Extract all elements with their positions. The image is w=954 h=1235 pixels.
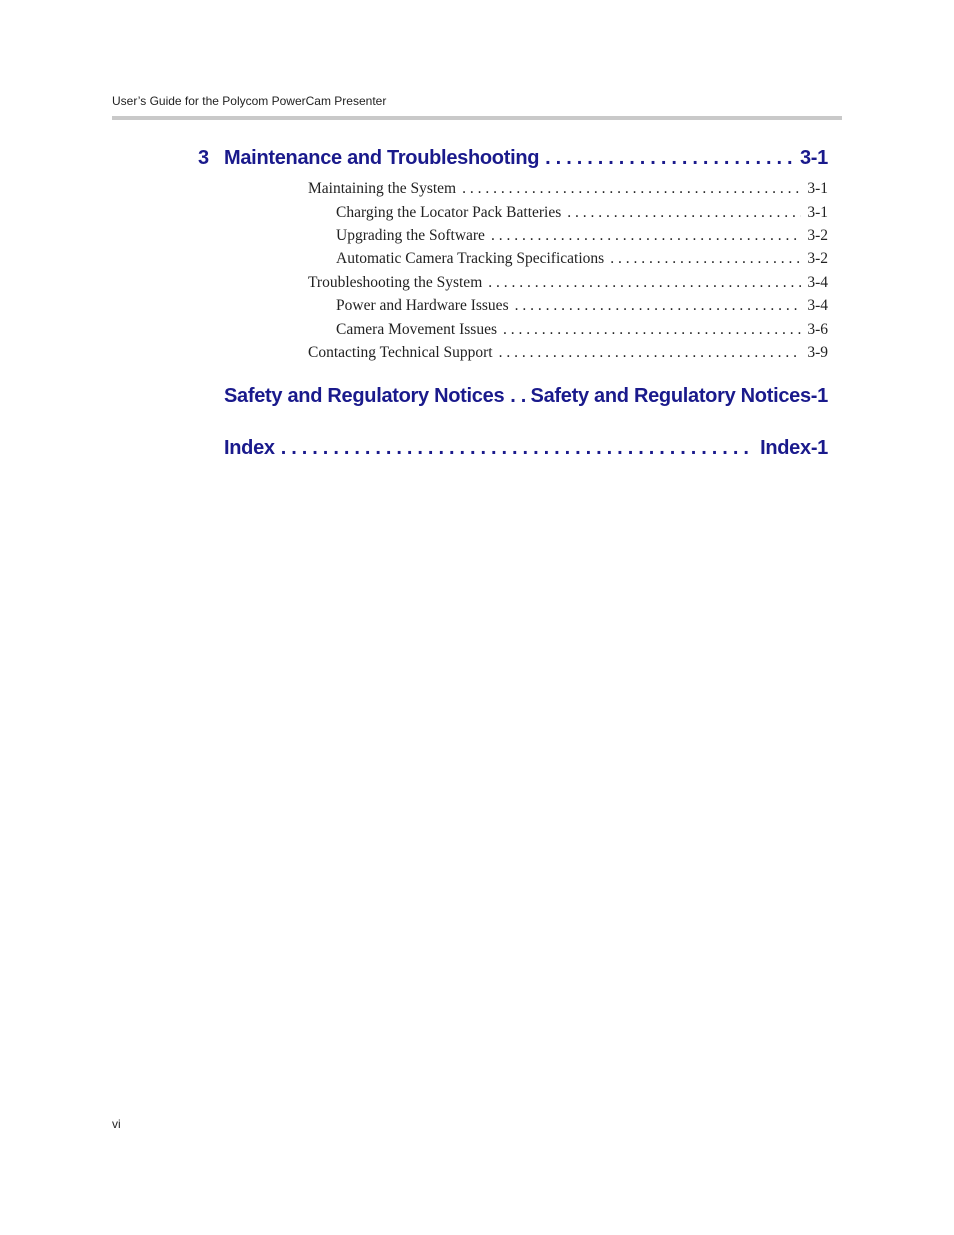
toc-entry-page: 3-4 bbox=[807, 274, 828, 291]
dot-leader bbox=[610, 250, 801, 268]
toc-chapter-3[interactable] bbox=[198, 147, 828, 170]
header-rule bbox=[112, 116, 842, 120]
toc-entry-label: Camera Movement Issues bbox=[336, 321, 497, 338]
dot-leader bbox=[462, 180, 801, 198]
dot-leader bbox=[499, 344, 802, 362]
toc-entry[interactable] bbox=[336, 227, 828, 245]
chapter-title: Maintenance and Troubleshooting bbox=[224, 147, 540, 169]
toc-entry[interactable] bbox=[336, 297, 828, 315]
toc-entry-label: Troubleshooting the System bbox=[308, 274, 483, 291]
index-page: Index-1 bbox=[760, 437, 828, 459]
dot-leader bbox=[503, 321, 801, 339]
page-number: vi bbox=[112, 1117, 121, 1131]
toc-entry-label: Power and Hardware Issues bbox=[336, 297, 509, 314]
dot-leader bbox=[515, 297, 802, 315]
index-title: Index bbox=[224, 437, 275, 459]
toc-entry-page: 3-2 bbox=[807, 227, 828, 244]
running-header: User’s Guide for the Polycom PowerCam Presenter bbox=[112, 94, 387, 108]
toc-entry-page: 3-1 bbox=[807, 204, 828, 221]
toc-entry-page: 3-9 bbox=[807, 344, 828, 361]
toc-entry-page: 3-2 bbox=[807, 250, 828, 267]
toc-entry-label: Contacting Technical Support bbox=[308, 344, 493, 361]
dot-leader bbox=[510, 385, 524, 408]
dot-leader bbox=[567, 204, 801, 222]
toc-entry-page: 3-4 bbox=[807, 297, 828, 314]
toc-entry-label: Automatic Camera Tracking Specifications bbox=[336, 250, 605, 267]
toc-entry[interactable] bbox=[336, 321, 828, 339]
dot-leader bbox=[488, 274, 801, 292]
toc-entry[interactable] bbox=[308, 274, 828, 292]
toc-entry[interactable] bbox=[336, 250, 828, 268]
toc-index[interactable] bbox=[224, 437, 828, 460]
toc-entry[interactable] bbox=[308, 180, 828, 198]
toc-entry-label: Maintaining the System bbox=[308, 180, 457, 197]
dot-leader bbox=[281, 437, 754, 460]
safety-page: Safety and Regulatory Notices-1 bbox=[530, 385, 828, 407]
toc-entry-page: 3-6 bbox=[807, 321, 828, 338]
toc-entry[interactable] bbox=[308, 344, 828, 362]
safety-title: Safety and Regulatory Notices bbox=[224, 385, 505, 407]
toc-safety[interactable] bbox=[224, 385, 828, 408]
chapter-number: 3 bbox=[198, 147, 209, 169]
toc-entry[interactable] bbox=[336, 204, 828, 222]
toc-entry-page: 3-1 bbox=[807, 180, 828, 197]
toc-entry-label: Charging the Locator Pack Batteries bbox=[336, 204, 562, 221]
chapter-page: 3-1 bbox=[799, 147, 828, 169]
dot-leader bbox=[491, 227, 801, 245]
toc-entry-label: Upgrading the Software bbox=[336, 227, 485, 244]
dot-leader bbox=[545, 147, 794, 170]
